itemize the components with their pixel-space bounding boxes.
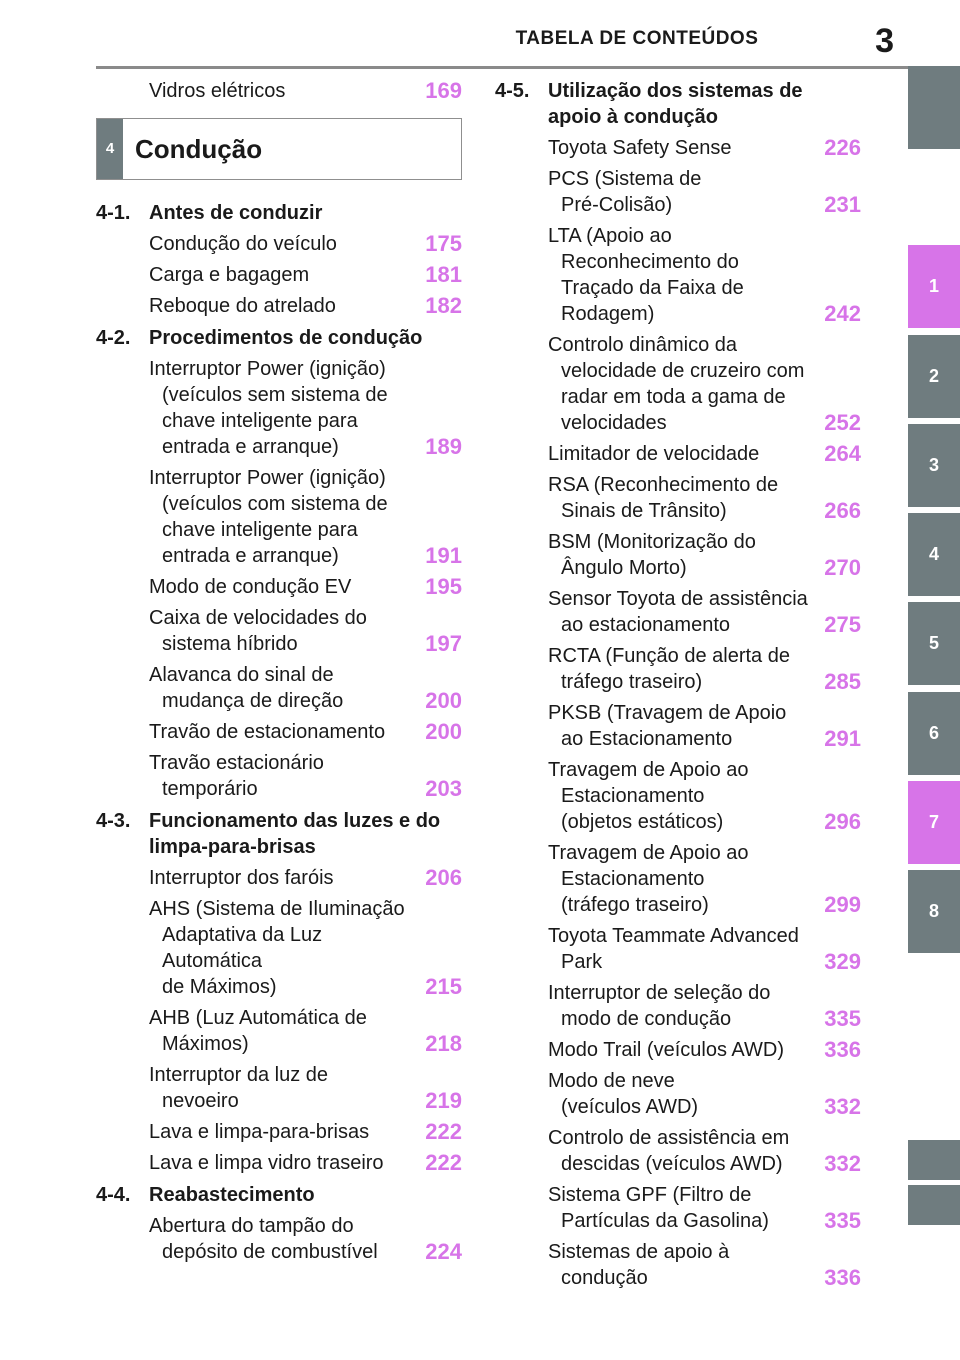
toc-entry-title-cont: (veículos com sistema de chave inteligente para entrada e arranque) [162,493,388,567]
toc-group-title[interactable]: Antes de conduzir [149,202,323,224]
toc-entry-title: Interruptor dos faróis [149,867,334,889]
toc-group [495,78,861,1291]
toc-page-number[interactable]: 222 [412,1150,462,1176]
toc-entry[interactable] [149,1150,462,1176]
toc-entry-title: Carga e bagagem [149,264,310,286]
side-tab-blank-10[interactable] [908,1185,960,1225]
toc-group-title[interactable]: Procedimentos de condução [149,327,423,349]
side-tab-blank-0[interactable] [908,66,960,149]
toc-entry-title-cont: Estacionamento (tráfego traseiro) [561,868,709,916]
toc-entry-title: Sistema GPF (Filtro de [548,1184,752,1206]
toc-page-number[interactable]: 296 [811,809,861,835]
toc-entry-title-cont: nevoeiro [162,1090,239,1112]
toc-page-number[interactable]: 169 [412,78,462,104]
toc-page-number[interactable]: 332 [811,1094,861,1120]
toc-group-title[interactable]: Funcionamento das luzes e do limpa-para-brisas [149,810,441,858]
toc-entry[interactable] [548,1037,861,1063]
toc-page-number[interactable]: 252 [811,410,861,436]
toc-group [96,325,462,802]
toc-page-number[interactable]: 222 [412,1119,462,1145]
toc-page-number[interactable]: 264 [811,441,861,467]
toc-entry-title: Abertura do tampão do [149,1215,354,1237]
toc-page-number[interactable]: 224 [412,1239,462,1265]
toc-entry-title-cont: tráfego traseiro) [561,671,703,693]
toc-entry-title: Modo de condução EV [149,576,352,598]
toc-entry[interactable] [548,529,861,581]
page-number: 3 [875,22,894,60]
toc-entry-title: Controlo dinâmico da [548,334,737,356]
toc-entry-title: Travão estacionário [149,752,324,774]
toc-entry-title-cont: (veículos AWD) [561,1096,699,1118]
toc-entry-title: RCTA (Função de alerta de [548,645,790,667]
toc-entry[interactable] [149,78,462,104]
toc-entry-title: BSM (Monitorização do [548,531,756,553]
toc-entry-title: Lava e limpa-para-brisas [149,1121,370,1143]
toc-entry-title: AHS (Sistema de Iluminação [149,898,405,920]
toc-entry-title-cont: ao Estacionamento [561,728,733,750]
toc-page-number[interactable]: 191 [412,543,462,569]
toc-page-number[interactable]: 335 [811,1006,861,1032]
toc-group-id: 4-3. [96,810,131,832]
toc-entry-title: Sensor Toyota de assistência [548,588,808,610]
toc-page-number[interactable]: 226 [811,135,861,161]
toc-page-number[interactable]: 200 [412,688,462,714]
side-tab-5[interactable]: 5 [908,602,960,685]
toc-entry-title-cont: descidas (veículos AWD) [561,1153,783,1175]
toc-entry[interactable] [548,923,861,975]
toc-entry-title: Interruptor da luz de [149,1064,328,1086]
toc-entry-title: Caixa de velocidades do [149,607,367,629]
side-tab-8[interactable]: 8 [908,870,960,953]
toc-page-number[interactable]: 242 [811,301,861,327]
toc-group-id: 4-5. [495,80,530,102]
toc-entry[interactable] [149,1213,462,1265]
toc-entry[interactable] [149,231,462,257]
toc-entry-title-cont: Ângulo Morto) [561,557,687,579]
toc-page-number[interactable]: 285 [811,669,861,695]
toc-page-number[interactable]: 189 [412,434,462,460]
toc-page-number[interactable]: 218 [412,1031,462,1057]
toc-entry[interactable] [149,865,462,891]
toc-entry-title-cont: ao estacionamento [561,614,731,636]
toc-page-number[interactable]: 266 [811,498,861,524]
toc-entry-title: Limitador de velocidade [548,443,760,465]
toc-entry[interactable] [149,293,462,319]
toc-entry[interactable] [548,980,861,1032]
toc-entry-title-cont: (veículos sem sistema de chave inteligente para entrada e arranque) [162,384,388,458]
side-tab-7[interactable]: 7 [908,781,960,864]
section-number: 4 [97,119,123,179]
toc-page-number[interactable]: 182 [412,293,462,319]
toc-entry-title: Toyota Safety Sense [548,137,732,159]
toc-entry-title: Interruptor Power (ignição) [149,467,386,489]
toc-entry[interactable] [548,1125,861,1177]
toc-entry-title-cont: depósito de combustível [162,1241,378,1263]
toc-entry-title: PCS (Sistema de [548,168,702,190]
toc-group-title[interactable]: Utilização dos sistemas de apoio à condução [548,80,803,128]
toc-entry[interactable] [149,896,462,1000]
side-tab-1[interactable]: 1 [908,245,960,328]
toc-page-number[interactable]: 336 [811,1037,861,1063]
toc-page-number[interactable]: 299 [811,892,861,918]
toc-entry[interactable] [548,1239,861,1291]
toc-page-number[interactable]: 219 [412,1088,462,1114]
toc-entry[interactable] [149,465,462,569]
toc-entry[interactable] [149,262,462,288]
toc-entry-title: Controlo de assistência em [548,1127,790,1149]
toc-page-number[interactable]: 195 [412,574,462,600]
toc-entry[interactable] [149,1119,462,1145]
toc-right-column [495,78,861,1291]
toc-page-number[interactable]: 270 [811,555,861,581]
toc-page-number[interactable]: 336 [811,1265,861,1291]
toc-entry-title: Vidros elétricos [149,80,286,102]
toc-entry-title: AHB (Luz Automática de [149,1007,367,1029]
toc-entry-title-cont: mudança de direção [162,690,344,712]
toc-page-number[interactable]: 335 [811,1208,861,1234]
side-tab-3[interactable]: 3 [908,424,960,507]
toc-group-id: 4-4. [96,1184,131,1206]
toc-page-number[interactable]: 275 [811,612,861,638]
toc-entry[interactable] [548,472,861,524]
toc-entry-title-cont: Reconhecimento do Traçado da Faixa de Rodagem) [561,251,744,325]
toc-entry-title-cont: Park [561,951,603,973]
toc-page-number[interactable]: 181 [412,262,462,288]
toc-entry-title: Travagem de Apoio ao [548,759,749,781]
toc-entry[interactable] [149,1062,462,1114]
header-rule [96,66,960,69]
toc-page-number[interactable]: 332 [811,1151,861,1177]
toc-entry-title: RSA (Reconhecimento de [548,474,779,496]
toc-page-number[interactable]: 329 [811,949,861,975]
toc-entry[interactable] [548,840,861,918]
toc-entry-title: Interruptor de seleção do [548,982,771,1004]
toc-page-number[interactable]: 175 [412,231,462,257]
side-tab-blank-9[interactable] [908,1140,960,1180]
toc-entry[interactable] [548,441,861,467]
toc-entry-title-cont: Máximos) [162,1033,249,1055]
toc-entry[interactable] [149,1005,462,1057]
toc-entry-title: Sistemas de apoio à [548,1241,730,1263]
toc-entry[interactable] [548,643,861,695]
toc-entry-title-cont: sistema híbrido [162,633,298,655]
toc-entry-title: Interruptor Power (ignição) [149,358,386,380]
toc-group [96,1182,462,1265]
toc-entry[interactable] [149,750,462,802]
toc-entry[interactable] [548,1182,861,1234]
toc-entry-title-cont: velocidade de cruzeiro com radar em toda a gama de velocidades [561,360,805,434]
toc-page-number[interactable]: 291 [811,726,861,752]
toc-group-id: 4-2. [96,327,131,349]
toc-entry[interactable] [548,586,861,638]
toc-entry[interactable] [548,332,861,436]
toc-entry[interactable] [149,574,462,600]
toc-entry[interactable] [548,1068,861,1120]
toc-left-column [96,78,462,1265]
toc-entry-title: PKSB (Travagem de Apoio [548,702,787,724]
toc-page-number[interactable]: 215 [412,974,462,1000]
toc-page-number[interactable]: 206 [412,865,462,891]
section-header [96,118,462,180]
toc-entry-title: Reboque do atrelado [149,295,336,317]
toc-entry-title: Travão de estacionamento [149,721,386,743]
toc-entry-title-cont: Pré-Colisão) [561,194,673,216]
toc-entry[interactable] [548,223,861,327]
toc-entry[interactable] [548,135,861,161]
toc-group-id: 4-1. [96,202,131,224]
toc-entry[interactable] [548,166,861,218]
side-tab-6[interactable]: 6 [908,692,960,775]
toc-entry-title-cont: temporário [162,778,258,800]
header-title: TABELA DE CONTEÚDOS [515,28,759,49]
toc-page-number[interactable]: 200 [412,719,462,745]
toc-entry-title: Travagem de Apoio ao [548,842,749,864]
section-title: Condução [135,134,263,164]
toc-entry-title: Modo de neve [548,1070,675,1092]
toc-entry-title: Condução do veículo [149,233,337,255]
toc-group [96,200,462,319]
toc-page-number[interactable]: 197 [412,631,462,657]
toc-entry-title-cont: Adaptativa da Luz Automática de Máximos) [162,924,323,998]
toc-entry-title-cont: condução [561,1267,648,1289]
toc-entry[interactable] [149,662,462,714]
toc-entry-title-cont: Estacionamento (objetos estáticos) [561,785,724,833]
toc-entry-title-cont: modo de condução [561,1008,732,1030]
toc-group [96,808,462,1176]
toc-entry[interactable] [149,605,462,657]
toc-page-number[interactable]: 231 [811,192,861,218]
side-tab-4[interactable]: 4 [908,513,960,596]
toc-entry[interactable] [548,700,861,752]
toc-entry-title: Alavanca do sinal de [149,664,334,686]
toc-entry-title: Lava e limpa vidro traseiro [149,1152,384,1174]
toc-entry-title: LTA (Apoio ao [548,225,672,247]
toc-entry-title: Modo Trail (veículos AWD) [548,1039,784,1061]
toc-entry-title-cont: Partículas da Gasolina) [561,1210,769,1232]
toc-entry[interactable] [548,757,861,835]
toc-entry[interactable] [149,356,462,460]
toc-entry-title: Toyota Teammate Advanced [548,925,799,947]
side-tab-2[interactable]: 2 [908,335,960,418]
toc-entry-title-cont: Sinais de Trânsito) [561,500,727,522]
toc-page-number[interactable]: 203 [412,776,462,802]
toc-entry[interactable] [149,719,462,745]
toc-group-title[interactable]: Reabastecimento [149,1184,315,1206]
